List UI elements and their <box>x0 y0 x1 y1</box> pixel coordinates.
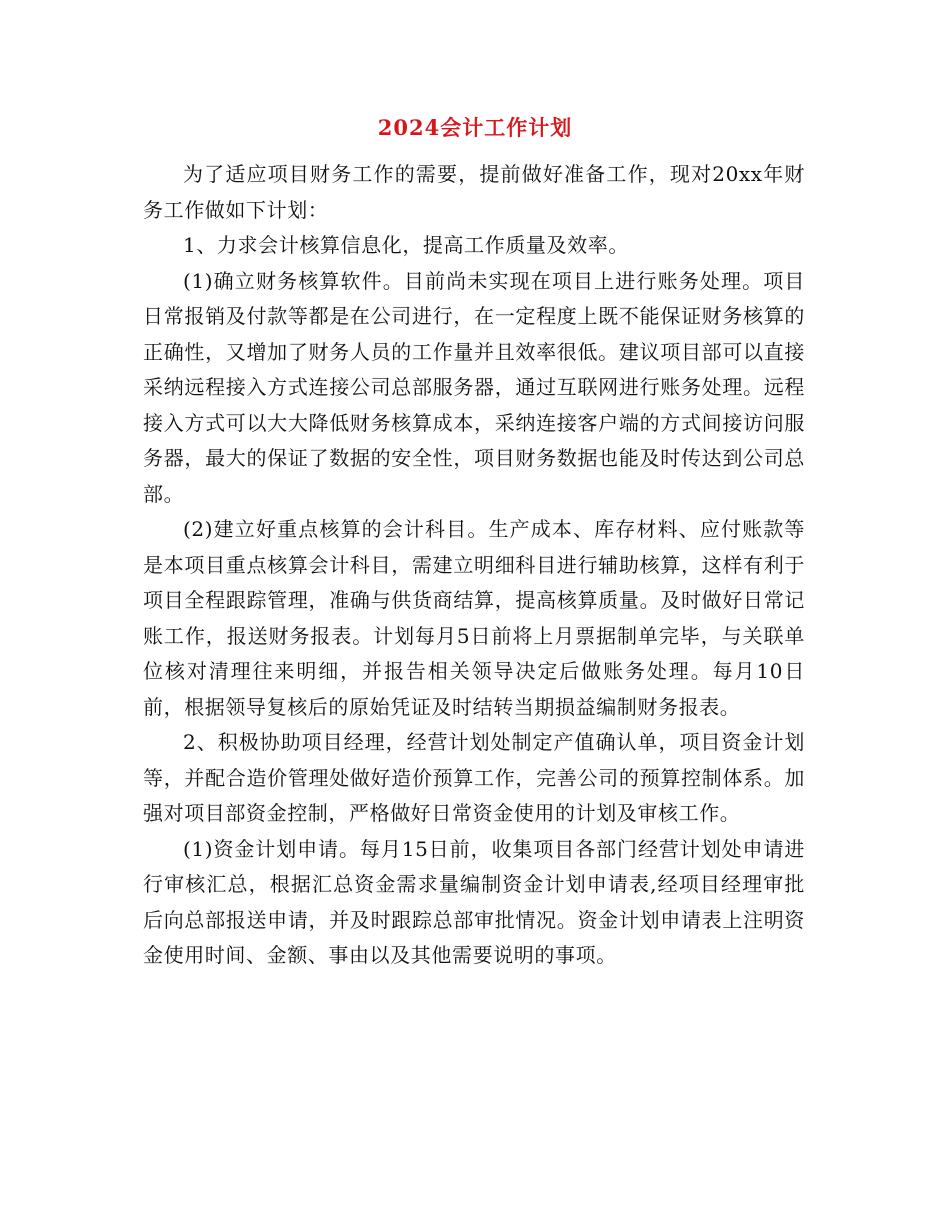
paragraph-section-1: 1、力求会计核算信息化，提高工作质量及效率。 <box>183 233 629 257</box>
paragraph-item-2-1: (1)资金计划申请。每月15日前，收集项目各部门经营计划处申请进行审核汇总，根据汇总资金需求量编制资金计划申请表,经项目经理审批后向总部报送申请，并及时跟踪总部审批情况。资金计划申请表上注明资金使用时间、金额、事由以及其他需要说明的事项。 <box>143 836 805 967</box>
paragraph-section-2: 2、积极协助项目经理，经营计划处制定产值确认单，项目资金计划等，并配合造价管理处做好造价预算工作，完善公司的预算控制体系。加强对项目部资金控制，严格做好日常资金使用的计划及审核工作。 <box>143 730 805 825</box>
document-body <box>143 157 805 974</box>
paragraph-item-1-1: (1)确立财务核算软件。目前尚未实现在项目上进行账务处理。项目日常报销及付款等都是在公司进行，在一定程度上既不能保证财务核算的正确性，又增加了财务人员的工作量并且效率很低。建议项目部可以直接采纳远程接入方式连接公司总部服务器，通过互联网进行账务处理。远程接入方式可以大大降低财务核算成本，采纳连接客户端的方式间接访问服务器，最大的保证了数据的安全性，项目财务数据也能及时传达到公司总部。 <box>143 268 805 506</box>
document-title: 2024会计工作计划 <box>377 115 573 140</box>
paragraph-item-1-2: (2)建立好重点核算的会计科目。生产成本、库存材料、应付账款等是本项目重点核算会计科目，需建立明细科目进行辅助核算，这样有利于项目全程跟踪管理，准确与供货商结算，提高核算质量。及时做好日常记账工作，报送财务报表。计划每月5日前将上月票据制单完毕，与关联单位核对清理往来明细，并报告相关领导决定后做账务处理。每月10日前，根据领导复核后的原始凭证及时结转当期损益编制财务报表。 <box>143 517 805 719</box>
paragraph-intro: 为了适应项目财务工作的需要，提前做好准备工作，现对20xx年财务工作做如下计划： <box>143 162 805 222</box>
